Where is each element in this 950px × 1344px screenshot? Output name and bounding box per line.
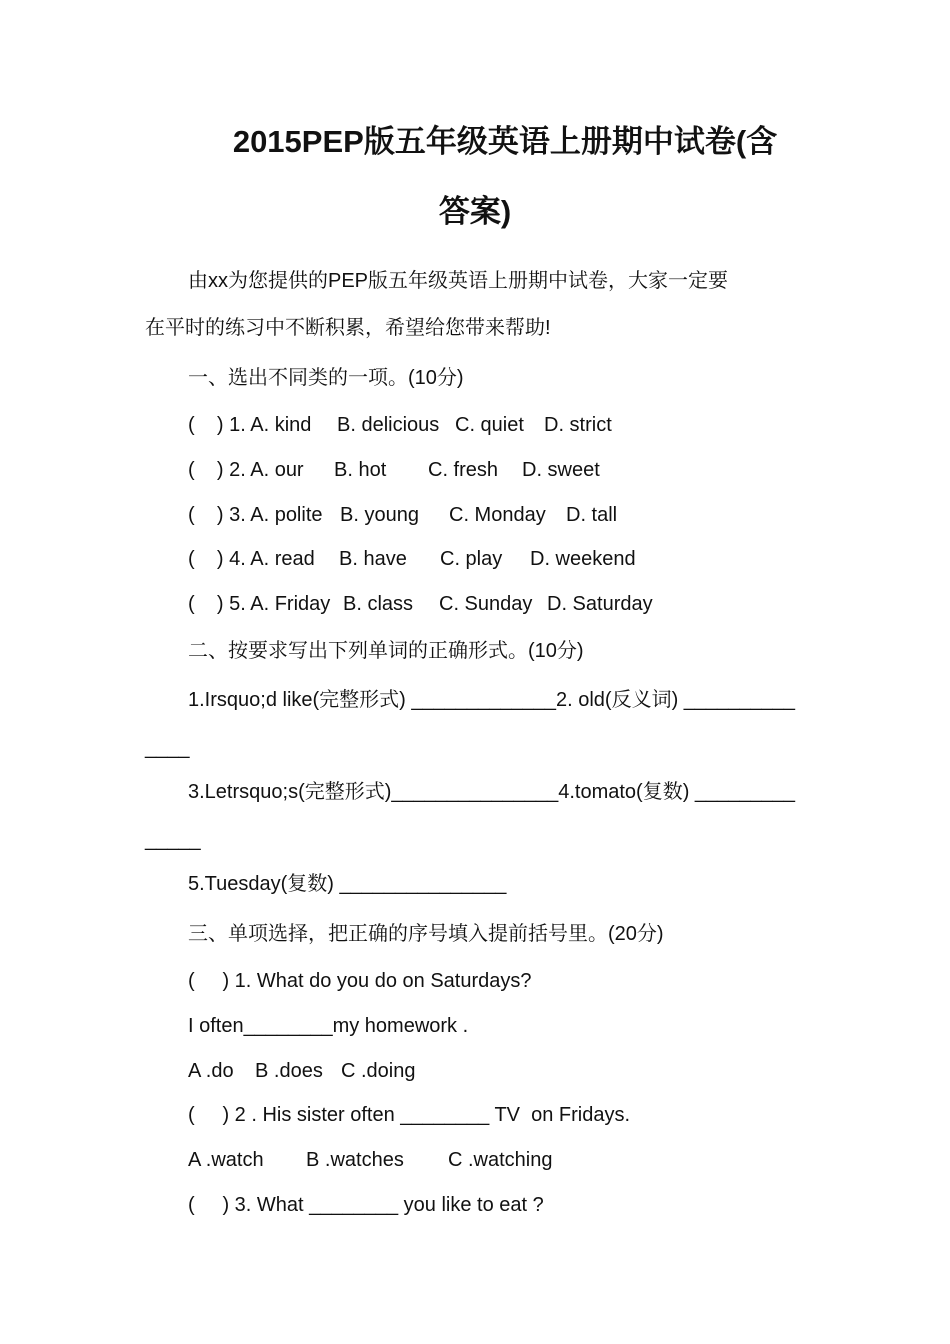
s1-q2-d: D. sweet [522,459,600,481]
s3-question-3: ( ) 3. What ________ you like to eat ? [188,1194,544,1216]
section1-heading: 一、选出不同类的一项。(10分) [188,367,464,389]
s3-question-1-line2: I often________my homework . [188,1015,469,1037]
s1-q3-d: D. tall [566,504,618,526]
document-title-line1: 2015PEP版五年级英语上册期中试卷(含 [232,124,778,159]
s3-q1-option-b: B .does [255,1060,323,1082]
intro-line1: 由xx为您提供的PEP版五年级英语上册期中试卷，大家一定要 [188,270,729,292]
s1-q1-c: C. quiet [455,414,524,436]
s1-q5-a: ( ) 5. A. Friday [188,593,331,615]
section3-heading: 三、单项选择，把正确的序号填入提前括号里。(20分) [188,923,664,945]
section2-heading: 二、按要求写出下列单词的正确形式。(10分) [188,640,584,662]
s1-q1-a: ( ) 1. A. kind [188,414,312,436]
s3-q2-option-a: A .watch [188,1149,264,1171]
s1-q4-a: ( ) 4. A. read [188,548,315,570]
s1-q5-b: B. class [343,593,414,615]
s3-q1-option-a: A .do [188,1060,234,1082]
s3-question-1: ( ) 1. What do you do on Saturdays? [188,970,532,992]
s2-line1-continued: ____ [145,737,190,759]
s3-q1-option-c: C .doing [341,1060,416,1082]
s1-q5-d: D. Saturday [547,593,653,615]
s1-q4-c: C. play [440,548,503,570]
s2-line2-continued: _____ [145,829,201,851]
intro-line2: 在平时的练习中不断积累，希望给您带来帮助! [145,317,551,339]
s1-q3-b: B. young [340,504,419,526]
s3-q2-option-c: C .watching [448,1149,553,1171]
s1-q4-d: D. weekend [530,548,636,570]
s1-q3-c: C. Monday [449,504,546,526]
s1-q1-d: D. strict [544,414,612,436]
s2-line2: 3.Letrsquo;s(完整形式)_______________4.tomato(复数) _________ [188,781,796,803]
s1-q3-a: ( ) 3. A. polite [188,504,323,526]
s3-q2-option-b: B .watches [306,1149,404,1171]
document-title-line2: 答案) [438,194,512,229]
s1-q5-c: C. Sunday [439,593,533,615]
s2-line1: 1.Irsquo;d like(完整形式) _____________2. old(反义词) __________ [188,689,796,711]
s1-q2-c: C. fresh [428,459,499,481]
s2-line3: 5.Tuesday(复数) _______________ [188,873,507,895]
s1-q2-a: ( ) 2. A. our [188,459,304,481]
s1-q1-b: B. delicious [337,414,440,436]
s1-q2-b: B. hot [334,459,387,481]
s1-q4-b: B. have [339,548,407,570]
s3-question-2: ( ) 2 . His sister often ________ TV on Fridays. [188,1104,631,1126]
